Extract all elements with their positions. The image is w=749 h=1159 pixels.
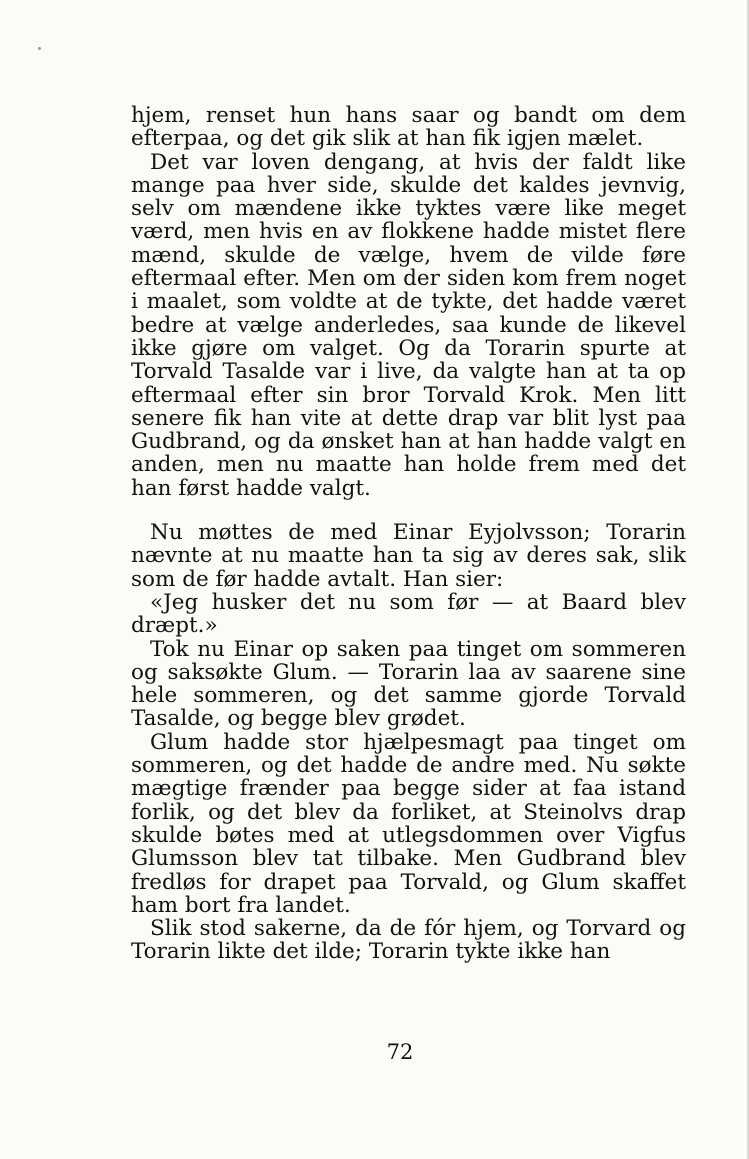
section-break [131, 500, 686, 521]
paragraph-continuation: hjem, renset hun hans saar og bandt om dem efterpaa, og det gik slik at han fik igjen mælet. [131, 103, 686, 152]
body-text [131, 104, 686, 964]
paragraph: Det var loven dengang, at hvis der faldt like mange paa hver side, skulde det kaldes jevnvig, selv om mændene ikke tyktes være like meget værd, men hvis en av flokkene hadde mistet flere mænd, skulde de vælge, hvem de vilde føre eftermaal efter. Men om der siden kom frem noget i maalet, som voldte at de tykte, det hadde været bedre at vælge anderledes, saa kunde de likevel ikke gjøre om valget. Og da Torarin spurte at Torvald Tasalde var i live, da valgte han at ta op eftermaal efter sin bror Torvald Krok. Men litt senere fik han vite at dette drap var blit lyst paa Gudbrand, og da ønsket han at han hadde valgt en anden, men nu maatte han holde frem med det han først hadde valgt. [131, 149, 686, 501]
paragraph: Slik stod sakerne, da de fór hjem, og Torvard og Torarin likte det ilde; Torarin tykte ikke han [131, 916, 686, 965]
page-number: 72 [386, 1040, 414, 1064]
paper-speck [38, 47, 41, 50]
paragraph: Tok nu Einar op saken paa tinget om sommeren og saksøkte Glum. — Torarin laa av saarene sine hele sommeren, og det samme gjorde Torvald Tasalde, og begge blev grødet. [131, 636, 686, 732]
paragraph: Glum hadde stor hjælpesmagt paa tinget om sommeren, og det hadde de andre med. Nu søkte mægtige frænder paa begge sider at faa istand forlik, og det blev da forliket, at Steinolvs drap skulde bøtes med at utlegsdommen over Vigfus Glumsson blev tat tilbake. Men Gudbrand blev fredløs for drapet paa Torvald, og Glum skaffet ham bort fra landet. [131, 729, 686, 918]
paragraph-quote: «Jeg husker det nu som før — at Baard blev dræpt.» [131, 589, 686, 639]
paragraph: Nu møttes de med Einar Eyjolvsson; Torarin nævnte at nu maatte han ta sig av deres sak, slik som de før hadde avtalt. Han sier: [131, 520, 686, 592]
